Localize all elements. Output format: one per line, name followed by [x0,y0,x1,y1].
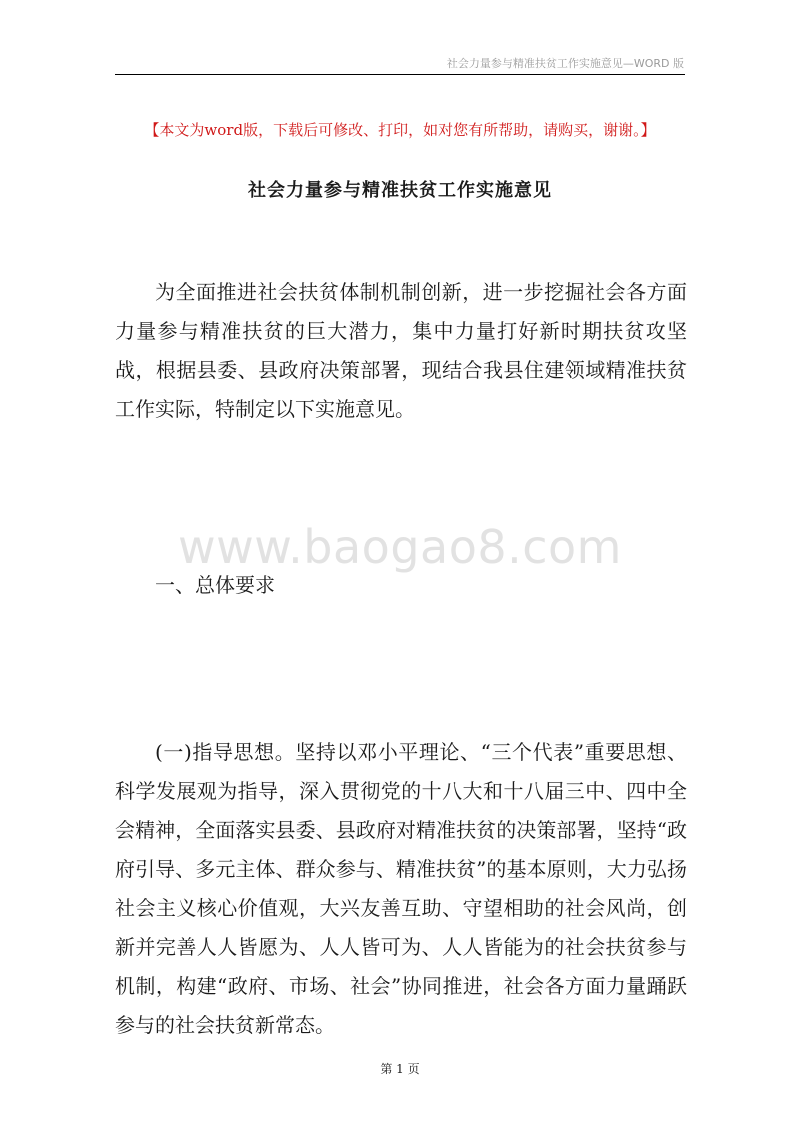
guiding-thought-paragraph: (一)指导思想。坚持以邓小平理论、“三个代表”重要思想、科学发展观为指导，深入贯彻党的十八大和十八届三中、四中全会精神，全面落实县委、县政府对精准扶贫的决策部署，坚持“政府引导、多元主体、群众参与、精准扶贫”的基本原则，大力弘扬社会主义核心价值观，大兴友善互助、守望相助的社会风尚，创新并完善人人皆愿为、人人皆可为、人人皆能为的社会扶贫参与机制，构建“政府、市场、社会”协同推进，社会各方面力量踊跃参与的社会扶贫新常态。 [115,740,687,1037]
purchase-notice: 【本文为word版，下载后可修改、打印，如对您有所帮助，请购买，谢谢。】 [144,121,656,139]
watermark: www.baogao8.com [178,520,622,574]
header-rule [115,74,685,75]
section-heading-general-requirements: 一、总体要求 [155,573,275,597]
page-number: 第 1 页 [380,1062,420,1076]
document-title: 社会力量参与精准扶贫工作实施意见 [248,180,552,201]
running-header: 社会力量参与精准扶贫工作实施意见—WORD 版 [446,57,684,70]
intro-paragraph: 为全面推进社会扶贫体制机制创新，进一步挖掘社会各方面力量参与精准扶贫的巨大潜力，集中力量打好新时期扶贫攻坚战，根据县委、县政府决策部署，现结合我县住建领域精准扶贫工作实际，特制定以下实施意见。 [115,280,687,421]
